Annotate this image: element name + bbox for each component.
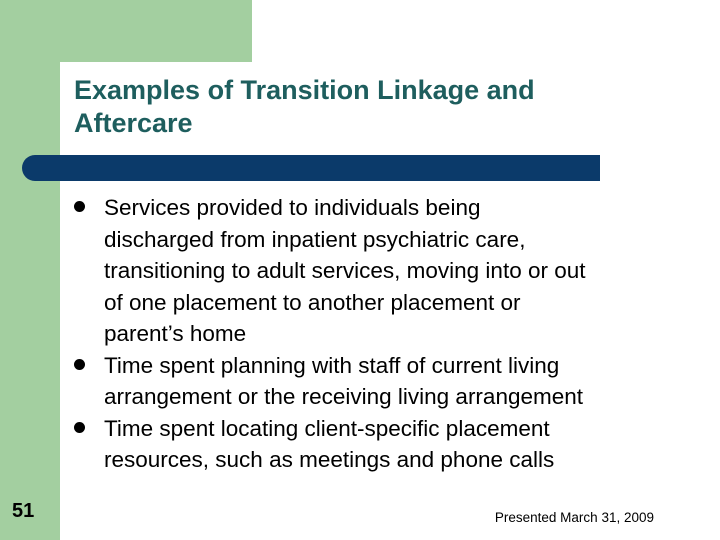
title-line: Aftercare (74, 108, 193, 138)
bullet-item (74, 192, 674, 350)
bullet-line: transitioning to adult services, moving into or out (104, 258, 586, 283)
slide-title (74, 74, 674, 140)
bullet-item (74, 413, 674, 476)
title-divider-bar (22, 155, 600, 181)
bullet-dot-icon (74, 359, 85, 370)
bullet-line: Time spent locating client-specific placement (104, 415, 550, 441)
bullet-item (74, 350, 674, 413)
left-accent-band (0, 0, 60, 540)
bullet-line: arrangement or the receiving living arrangement (104, 384, 584, 409)
bullet-line: parent’s home (104, 321, 247, 346)
title-line: Examples of Transition Linkage and (74, 75, 535, 105)
footer-presented-date: Presented March 31, 2009 (494, 510, 654, 525)
bullet-line: Time spent planning with staff of current living (104, 352, 560, 378)
slide-number: 51 (12, 500, 35, 522)
bullet-line: of one placement to another placement or (104, 289, 521, 315)
bullet-line: discharged from inpatient psychiatric care, (104, 226, 526, 252)
bullet-dot-icon (74, 422, 85, 433)
bullet-line: Services provided to individuals being (104, 195, 481, 220)
bullet-line: resources, such as meetings and phone calls (104, 447, 555, 472)
bullet-list (74, 192, 674, 476)
top-accent-block (60, 0, 252, 62)
bullet-dot-icon (74, 201, 85, 212)
